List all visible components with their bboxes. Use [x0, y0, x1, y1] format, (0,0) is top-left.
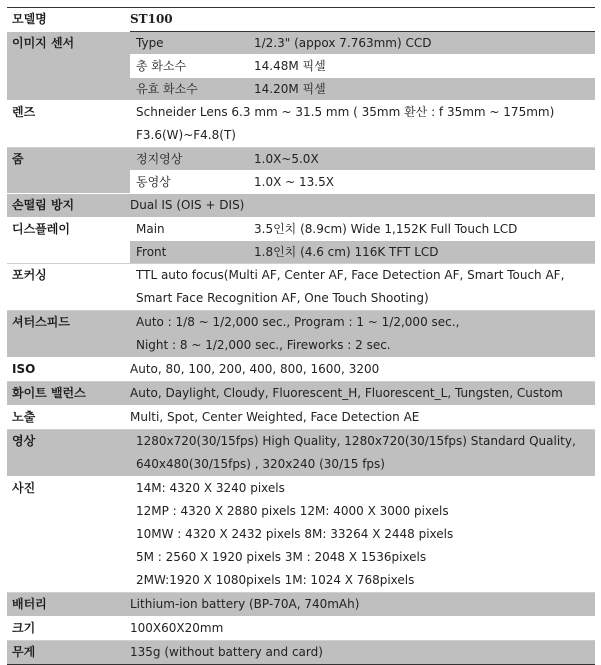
label-stabilizer: 손떨림 방지	[7, 194, 130, 218]
shutter-line-2: Night : 8 ~ 1/2,000 sec., Fireworks : 2 sec.	[136, 338, 391, 352]
sensor-total-key: 총 화소수	[136, 59, 187, 73]
row-size	[7, 617, 595, 641]
movie-line-2: 640x480(30/15fps) , 320x240 (30/15 fps)	[136, 457, 385, 471]
value-model: ST100	[130, 8, 595, 32]
row-battery	[7, 593, 595, 617]
zoom-movie-value: 1.0X ~ 13.5X	[254, 175, 334, 189]
display-main	[130, 218, 595, 241]
row-zoom	[7, 148, 595, 194]
row-shutter	[7, 311, 595, 358]
display-main-value: 3.5인치 (8.9cm) Wide 1,152K Full Touch LCD	[254, 222, 518, 236]
row-exposure	[7, 406, 595, 430]
photo-line-4: 5M : 2560 X 1920 pixels 3M : 2048 X 1536pixels	[136, 550, 427, 564]
row-model	[7, 8, 595, 32]
photo-line-1: 14M: 4320 X 3240 pixels	[136, 481, 285, 495]
value-iso: Auto, 80, 100, 200, 400, 800, 1600, 3200	[130, 358, 595, 382]
value-zoom	[130, 148, 595, 194]
value-white-balance: Auto, Daylight, Cloudy, Fluorescent_H, Fluorescent_L, Tungsten, Custom	[130, 382, 595, 406]
display-front	[130, 241, 595, 263]
label-iso: ISO	[7, 358, 130, 382]
zoom-still-value: 1.0X~5.0X	[254, 152, 319, 166]
zoom-still-key: 정지영상	[136, 152, 183, 166]
shutter-line-1: Auto : 1/8 ~ 1/2,000 sec., Program : 1 ~ 1/2,000 sec.,	[136, 315, 460, 329]
movie-line-1: 1280x720(30/15fps) High Quality, 1280x720(30/15fps) Standard Quality,	[136, 434, 576, 448]
label-display: 디스플레이	[7, 218, 130, 264]
label-white-balance: 화이트 밸런스	[7, 382, 130, 406]
label-zoom: 줌	[7, 148, 130, 194]
sensor-effective-value: 14.20M 픽셀	[254, 82, 326, 96]
value-photo	[130, 477, 595, 593]
value-size: 100X60X20mm	[130, 617, 595, 641]
display-main-key: Main	[136, 222, 165, 236]
label-shutter: 셔터스피드	[7, 311, 130, 358]
photo-line-5: 2MW:1920 X 1080pixels 1M: 1024 X 768pixels	[136, 573, 415, 587]
label-weight: 무게	[7, 641, 130, 665]
label-lens: 렌즈	[7, 101, 130, 148]
value-focus	[130, 264, 595, 311]
value-lens	[130, 101, 595, 148]
value-sensor	[130, 32, 595, 101]
row-sensor	[7, 32, 595, 101]
row-stabilizer	[7, 194, 595, 218]
display-front-key: Front	[136, 245, 167, 259]
row-weight	[7, 641, 595, 665]
label-movie: 영상	[7, 430, 130, 477]
row-lens	[7, 101, 595, 148]
zoom-movie	[130, 171, 595, 193]
label-photo: 사진	[7, 477, 130, 593]
value-weight: 135g (without battery and card)	[130, 641, 595, 665]
row-display	[7, 218, 595, 264]
display-front-value: 1.8인치 (4.6 cm) 116K TFT LCD	[254, 245, 439, 259]
value-stabilizer: Dual IS (OIS + DIS)	[130, 194, 595, 218]
label-exposure: 노출	[7, 406, 130, 430]
photo-line-3: 10MW : 4320 X 2432 pixels 8M: 33264 X 2448 pixels	[136, 527, 454, 541]
sensor-type	[130, 32, 595, 55]
row-iso	[7, 358, 595, 382]
row-photo	[7, 477, 595, 593]
row-movie	[7, 430, 595, 477]
label-model: 모델명	[7, 8, 130, 32]
value-battery: Lithium-ion battery (BP-70A, 740mAh)	[130, 593, 595, 617]
focus-line-2: Smart Face Recognition AF, One Touch Shooting)	[136, 291, 429, 305]
sensor-total-pixels	[130, 55, 595, 78]
spec-table	[7, 7, 595, 665]
row-focus	[7, 264, 595, 311]
value-exposure: Multi, Spot, Center Weighted, Face Detection AE	[130, 406, 595, 430]
value-shutter	[130, 311, 595, 358]
focus-line-1: TTL auto focus(Multi AF, Center AF, Face Detection AF, Smart Touch AF,	[136, 268, 565, 282]
sensor-type-value: 1/2.3" (appox 7.763mm) CCD	[254, 36, 432, 50]
value-movie	[130, 430, 595, 477]
lens-line-2: F3.6(W)~F4.8(T)	[136, 128, 236, 142]
value-display	[130, 218, 595, 264]
sensor-total-value: 14.48M 픽셀	[254, 59, 326, 73]
label-focus: 포커싱	[7, 264, 130, 311]
label-battery: 배터리	[7, 593, 130, 617]
photo-line-2: 12MP : 4320 X 2880 pixels 12M: 4000 X 3000 pixels	[136, 504, 449, 518]
sensor-effective-pixels	[130, 78, 595, 100]
zoom-still	[130, 148, 595, 171]
sensor-type-key: Type	[136, 36, 164, 50]
label-sensor: 이미지 센서	[7, 32, 130, 101]
row-white-balance	[7, 382, 595, 406]
lens-line-1: Schneider Lens 6.3 mm ~ 31.5 mm ( 35mm 환산 : f 35mm ~ 175mm)	[136, 105, 555, 119]
label-size: 크기	[7, 617, 130, 641]
sensor-effective-key: 유효 화소수	[136, 82, 198, 96]
zoom-movie-key: 동영상	[136, 175, 171, 189]
